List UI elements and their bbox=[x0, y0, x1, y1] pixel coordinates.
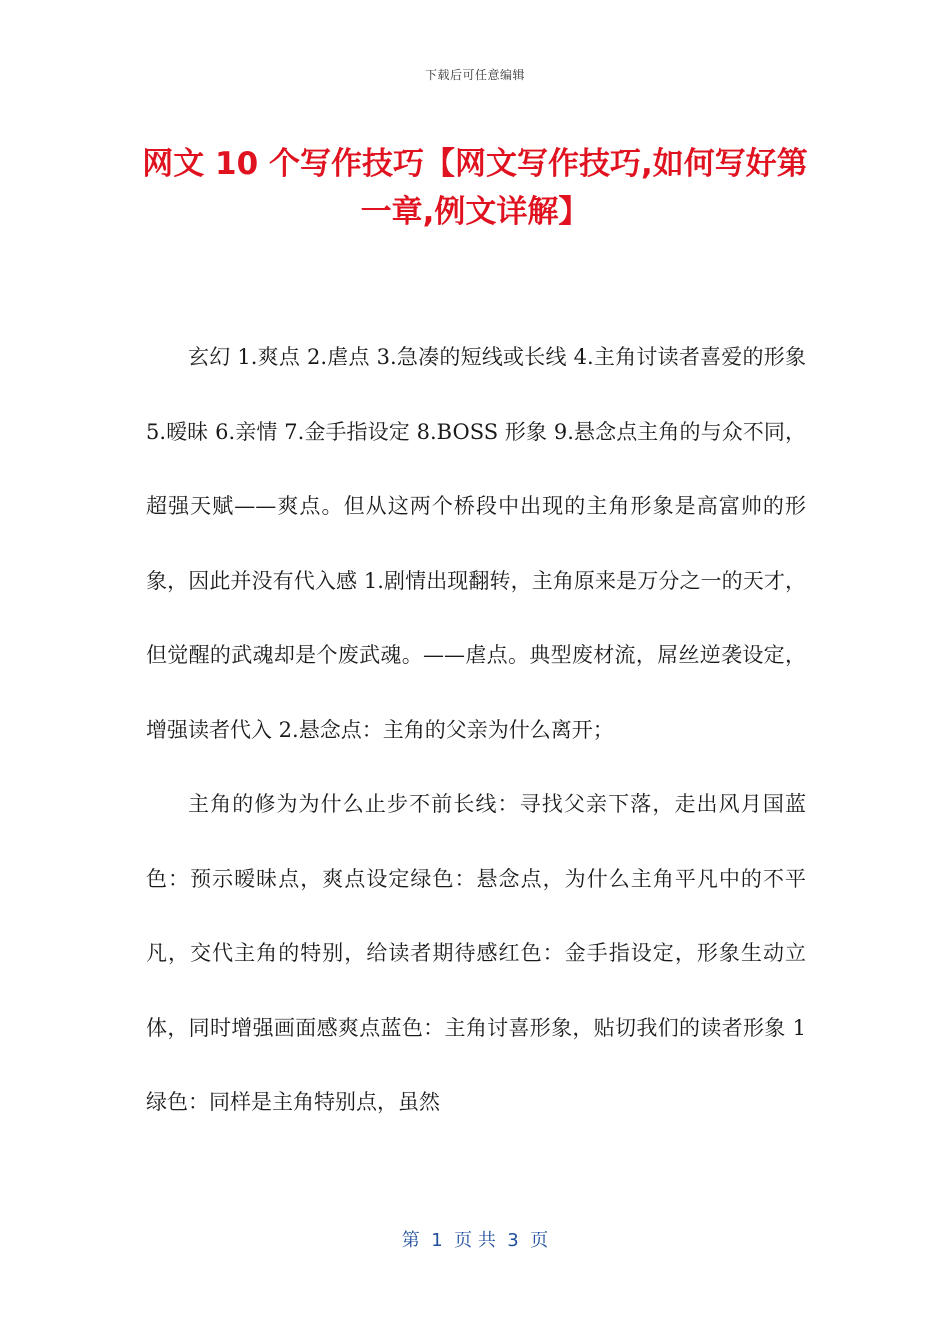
paragraph: 玄幻 1.爽点 2.虐点 3.急凑的短线或长线 4.主角讨读者喜爱的形象 5.暧昧 6.亲情 7.金手指设定 8.BOSS 形象 9.悬念点主角的与众不同，超强天赋——爽点。但从这两个桥段中出现的主角形象是高富帅的形象，因此并没有代入感 1.剧情出现翻转，主角原来是万分之一的天才，但觉醒的武魂却是个废武魂。——虐点。典型废材流，屌丝逆袭设定，增强读者代入 2.悬念点：主角的父亲为什么离开； bbox=[146, 345, 806, 742]
paragraph: 主角的修为为什么止步不前长线：寻找父亲下落，走出风月国蓝色：预示暧昧点，爽点设定绿色：悬念点，为什么主角平凡中的不平凡，交代主角的特别，给读者期待感红色：金手指设定，形象生动立体，同时增强画面感爽点蓝色：主角讨喜形象，贴切我们的读者形象 1 绿色：同样是主角特别点，虽然 bbox=[146, 792, 806, 1114]
header-note: 下载后可任意编辑 bbox=[424, 68, 525, 82]
document-title: 网文 10 个写作技巧【网文写作技巧,如何写好第一章,例文详解】 bbox=[142, 146, 808, 230]
document-body bbox=[146, 320, 806, 1140]
page-indicator: 第 1 页 共 3 页 bbox=[401, 1230, 549, 1251]
